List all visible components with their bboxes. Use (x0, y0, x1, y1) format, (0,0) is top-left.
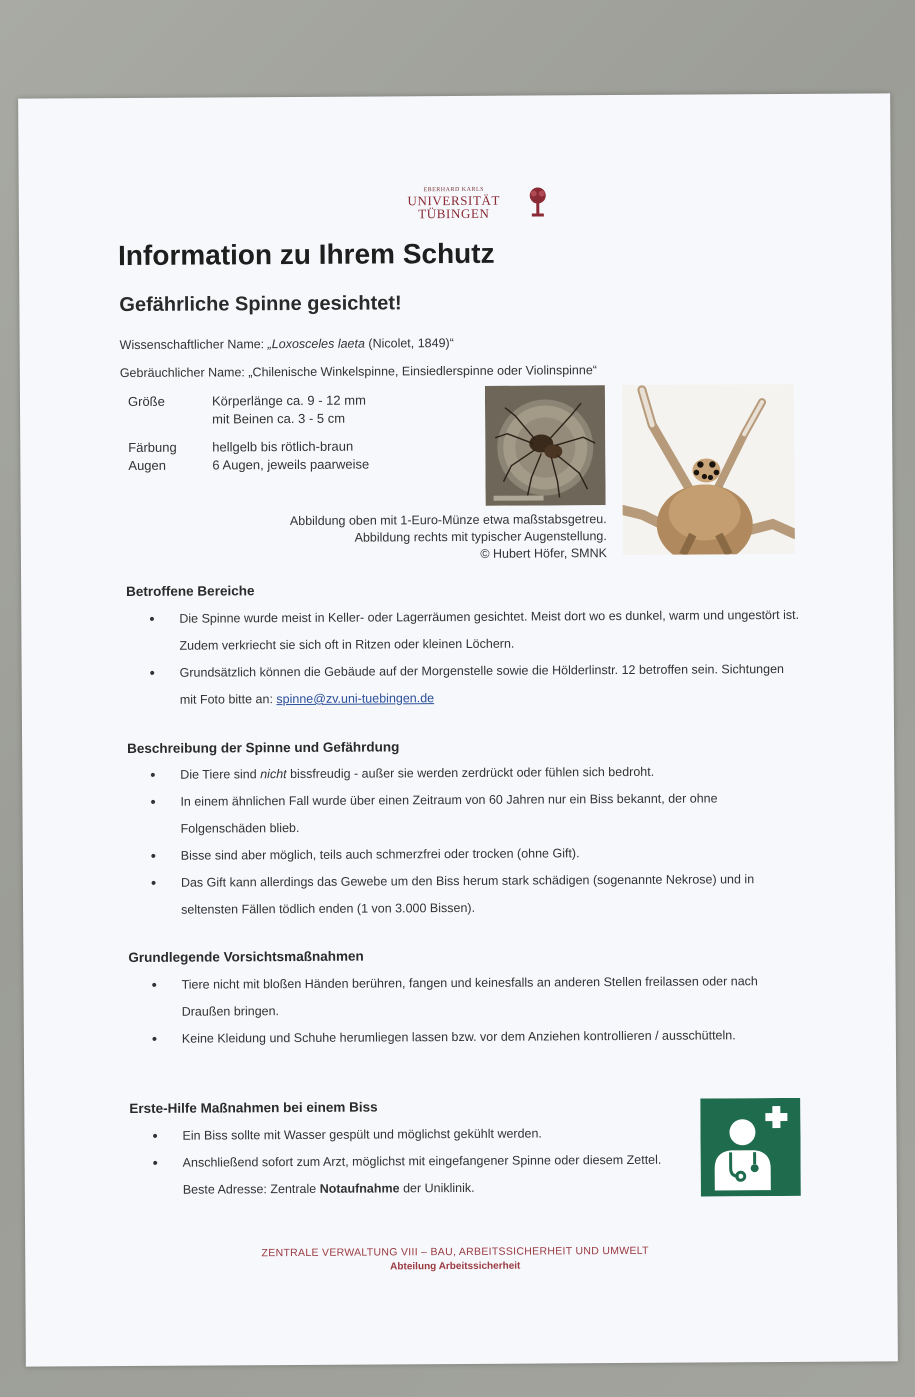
eyes-label: Augen (128, 457, 167, 474)
section-heading-description: Beschreibung der Spinne und Gefährdung (127, 739, 400, 757)
size-value-1: Körperlänge ca. 9 - 12 mm (211, 392, 366, 409)
list-item: • Bisse sind aber möglich, teils auch schmerzfrei oder trocken (ohne Gift). (151, 839, 801, 870)
logo-line3: TÜBINGEN (418, 205, 490, 222)
precautions-list (151, 968, 801, 1053)
scientific-name-value: „Loxosceles laeta (267, 336, 365, 352)
common-name-label: Gebräuchlicher Name: (119, 365, 245, 381)
list-item: • Grundsätzlich können die Gebäude auf der Morgenstelle sowie die Hölderlinstr. 12 betroffen sein. Sichtungen mit Foto bitte an: spinne@zv.uni-tuebingen.de (150, 656, 800, 714)
list-item: • Tiere nicht mit bloßen Händen berühren, fangen und keinesfalls an anderen Stellen freilassen oder nach Draußen bringen. (151, 968, 801, 1026)
list-item: • Ein Biss sollte mit Wasser gespült und möglichst gekühlt werden. (152, 1120, 672, 1150)
footer (185, 1244, 725, 1273)
caption-line2: Abbildung rechts mit typischer Augenstellung. (354, 529, 607, 545)
university-logo (389, 183, 559, 232)
scientific-name-line (120, 336, 454, 352)
first-aid-list (152, 1120, 672, 1204)
page-subtitle: Gefährliche Spinne gesichtet! (119, 292, 402, 317)
affected-list (149, 602, 800, 714)
scientific-name-author: (Nicolet, 1849)“ (368, 336, 454, 351)
scientific-name-label: Wissenschaftlicher Name: (119, 337, 265, 353)
doctor-first-aid-icon (700, 1098, 801, 1197)
description-list (150, 758, 801, 924)
spider-on-coin-photo (485, 385, 606, 506)
section-heading-precautions: Grundlegende Vorsichtsmaßnahmen (128, 948, 364, 966)
notice-sheet (18, 93, 898, 1366)
caption-line1: Abbildung oben mit 1-Euro-Münze etwa maßstabsgetreu. (289, 512, 607, 529)
color-value: hellgelb bis rötlich-braun (212, 438, 354, 455)
size-value-2: mit Beinen ca. 3 - 5 cm (212, 410, 346, 427)
logo-line2: UNIVERSITÄT (407, 192, 501, 209)
footer-department: ZENTRALE VERWALTUNG VIII – BAU, ARBEITSSICHERHEIT UND UMWELT (261, 1244, 649, 1260)
logo-line1: EBERHARD KARLS (423, 186, 484, 194)
common-name-value: „Chilenische Winkelspinne, Einsiedlerspinne oder Violinspinne“ (248, 363, 597, 380)
size-label: Größe (127, 393, 165, 410)
common-name-line (120, 363, 597, 380)
spider-eyes-closeup-photo (622, 384, 795, 555)
color-label: Färbung (128, 439, 177, 456)
list-item: • In einem ähnlichen Fall wurde über einen Zeitraum von 60 Jahren nur ein Biss bekannt, der ohne Folgenschäden blieb. (150, 785, 800, 843)
list-item: • Das Gift kann allerdings das Gewebe um den Biss herum stark schädigen (sogenannte Nekrose) und in seltensten Fällen tödlich enden (1 von 3.000 Bissen). (151, 866, 801, 924)
email-link[interactable]: spinne@zv.uni-tuebingen.de (276, 691, 435, 707)
list-item: • Keine Kleidung und Schuhe herumliegen lassen bzw. vor dem Anziehen kontrollieren / ausschütteln. (152, 1022, 802, 1053)
section-heading-affected: Betroffene Bereiche (126, 583, 255, 600)
caption-line3: © Hubert Höfer, SMNK (480, 546, 607, 561)
photo-caption (191, 511, 607, 565)
section-heading-first-aid: Erste-Hilfe Maßnahmen bei einem Biss (129, 1099, 378, 1117)
list-item: • Die Spinne wurde meist in Keller- oder Lagerräumen gesichtet. Meist dort wo es dunkel, warm und ungestört ist. Zudem verkriecht sie sich oft in Ritzen oder kleinen Löchern. (149, 602, 799, 660)
list-item: • Anschließend sofort zum Arzt, möglichst mit eingefangener Spinne oder diesem Zettel. Beste Adresse: Zentrale Notaufnahme der Uniklinik. (153, 1147, 673, 1204)
eyes-value: 6 Augen, jeweils paarweise (212, 456, 370, 473)
page-title: Information zu Ihrem Schutz (118, 237, 495, 272)
footer-division: Abteilung Arbeitssicherheit (390, 1260, 521, 1273)
university-emblem-icon (527, 185, 549, 219)
list-item: • Die Tiere sind nicht bissfreudig - außer sie werden zerdrückt oder fühlen sich bedroht. (150, 758, 800, 789)
